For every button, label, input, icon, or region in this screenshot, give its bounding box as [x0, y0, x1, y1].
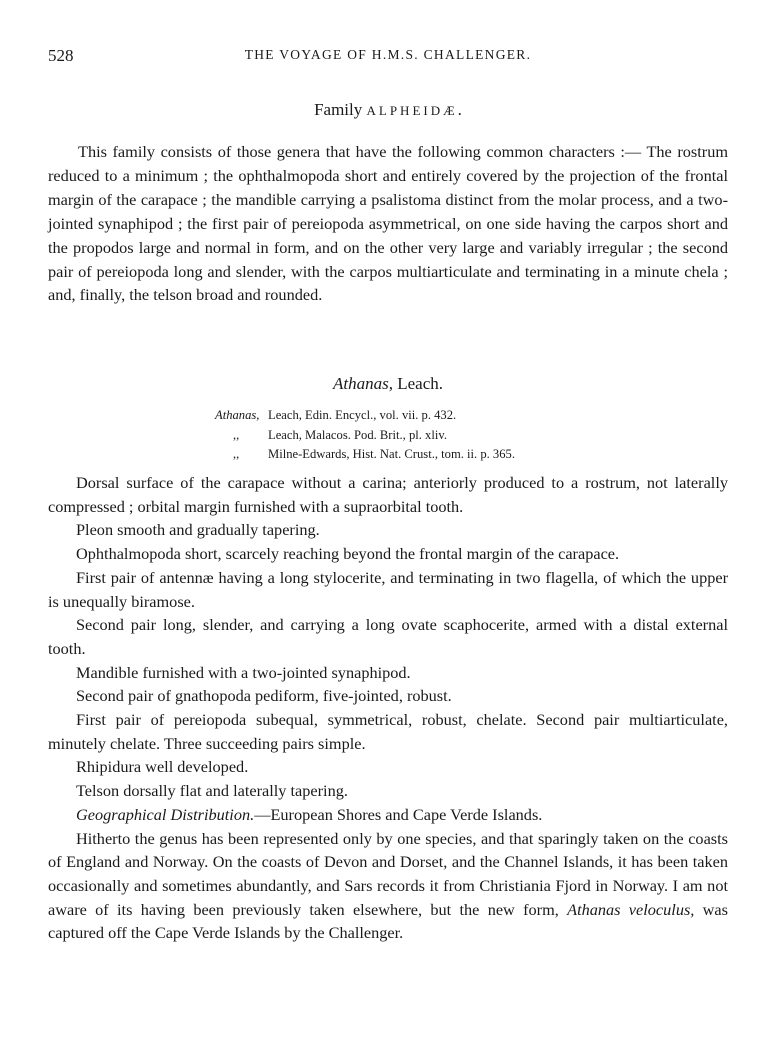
synonymy-ditto: ,,: [233, 427, 240, 442]
genus-author: , Leach.: [388, 374, 443, 393]
character-pereiopoda: First pair of pereiopoda subequal, symmetrical, robust, chelate. Second pair multiarticulate, minutely chelate. Three succeeding pairs simple.: [48, 710, 728, 753]
genus-name: Athanas: [332, 374, 389, 393]
genus-characters: [48, 471, 728, 945]
closing-text-after: was captured off the Cape Verde Islands by the Challenger.: [48, 899, 728, 943]
synonymy-list: [215, 406, 515, 465]
family-prefix: Family: [314, 100, 367, 119]
page-number: 528: [48, 46, 74, 65]
character-pleon: Pleon smooth and gradually tapering.: [76, 520, 320, 540]
genus-heading: [0, 374, 776, 394]
synonymy-entry: [215, 406, 515, 426]
synonymy-reference: Leach, Edin. Encycl., vol. vii. p. 432.: [268, 408, 457, 422]
character-rhipidura: Rhipidura well developed.: [76, 757, 249, 777]
character-antennae-second: Second pair long, slender, and carrying a long ovate scaphocerite, armed with a distal external tooth.: [48, 615, 728, 658]
synonymy-taxon: Athanas,: [215, 408, 260, 422]
closing-text-before: Hitherto the genus has been represented only by one species, and that sparingly taken on the coasts of England and Norway. On the coasts of Devon and Dorset, and the Channel Islands, it has been taken occasionally and sometimes abundantly, and Sars records it from Christiania Fjord in Norway. I am not aware of its having been previously taken elsewhere, but the new form,: [48, 828, 728, 919]
family-name: ALPHEIDÆ: [366, 103, 458, 118]
synonymy-entry: [215, 445, 515, 465]
character-dorsal: Dorsal surface of the carapace without a carina; anteriorly produced to a rostrum, not laterally compressed ; orbital margin furnished with a supraorbital tooth.: [48, 473, 728, 516]
running-head: [48, 46, 728, 66]
character-ophthalmopoda: Ophthalmopoda short, scarcely reaching beyond the frontal margin of the carapace.: [76, 544, 620, 564]
distribution-label: Geographical Distribution.: [76, 804, 255, 824]
species-name: Athanas veloculus,: [567, 899, 695, 919]
character-gnathopoda: Second pair of gnathopoda pediform, five-jointed, robust.: [76, 686, 452, 706]
family-suffix: .: [457, 100, 462, 119]
character-mandible: Mandible furnished with a two-jointed synaphipod.: [76, 662, 411, 682]
running-title: THE VOYAGE OF H.M.S. CHALLENGER.: [244, 47, 532, 62]
character-telson: Telson dorsally flat and laterally tapering.: [76, 781, 348, 801]
synonymy-entry: [215, 426, 515, 446]
geographical-distribution: [48, 803, 728, 827]
family-heading: [0, 100, 776, 120]
synonymy-ditto: ,,: [233, 447, 240, 462]
synonymy-reference: Milne-Edwards, Hist. Nat. Crust., tom. ii. p. 365.: [268, 447, 515, 462]
family-description: This family consists of those genera that have the following common characters :— The rostrum reduced to a minimum ; the ophthalmopoda short and entirely covered by the projection of the frontal margin of the carapace ; the mandible carrying a psalistoma distinct from the molar process, and a two-jointed synaphipod ; the first pair of pereiopoda asymmetrical, on one side having the carpos short and the propodos large and normal in form, and on the other very large and variably irregular ; the second pair of pereiopoda long and slender, with the carpos multiarticulate and terminating in a minute chela ; and, finally, the telson broad and rounded.: [48, 142, 728, 305]
closing-paragraph: [48, 827, 728, 946]
distribution-text: —European Shores and Cape Verde Islands.: [254, 804, 543, 824]
character-antennae-first: First pair of antennæ having a long stylocerite, and terminating in two flagella, of which the upper is unequally biramose.: [48, 567, 728, 611]
synonymy-reference: Leach, Malacos. Pod. Brit., pl. xliv.: [268, 427, 447, 442]
